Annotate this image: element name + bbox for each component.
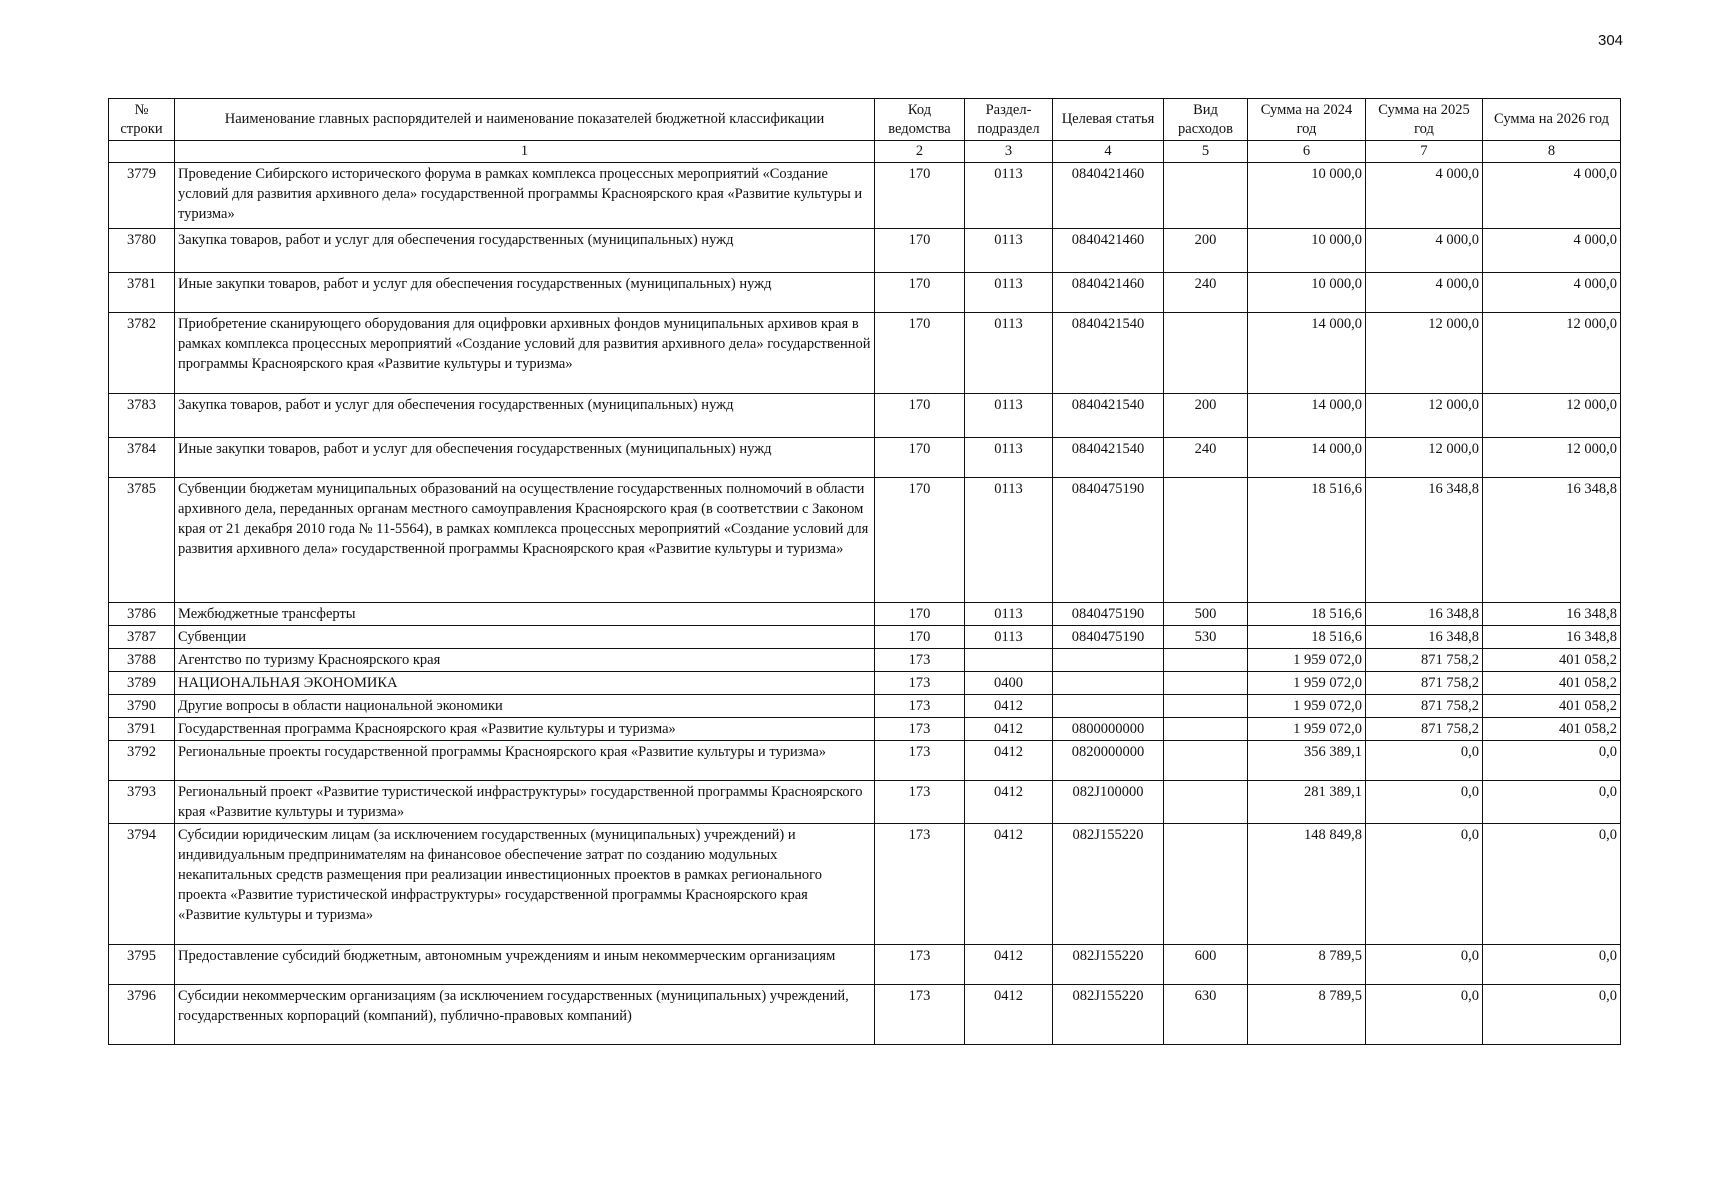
row-number-cell: 3780	[109, 229, 175, 273]
column-number-cell: 4	[1053, 141, 1164, 163]
target-article-cell: 082J155220	[1053, 824, 1164, 945]
section-code-cell: 0113	[965, 163, 1053, 229]
target-article-cell	[1053, 649, 1164, 672]
sum-2026-cell: 0,0	[1483, 781, 1621, 824]
row-number-cell: 3783	[109, 394, 175, 438]
expense-type-cell: 500	[1164, 603, 1248, 626]
column-number-cell: 8	[1483, 141, 1621, 163]
row-number-cell: 3782	[109, 313, 175, 394]
sum-2026-cell: 401 058,2	[1483, 672, 1621, 695]
sum-2026-cell: 0,0	[1483, 741, 1621, 781]
sum-2025-cell: 4 000,0	[1366, 229, 1483, 273]
column-number-cell: 7	[1366, 141, 1483, 163]
sum-2025-cell: 4 000,0	[1366, 273, 1483, 313]
section-code-cell: 0113	[965, 229, 1053, 273]
row-number-cell: 3794	[109, 824, 175, 945]
section-code-cell: 0113	[965, 478, 1053, 603]
sum-2025-cell: 16 348,8	[1366, 603, 1483, 626]
target-article-cell: 082J100000	[1053, 781, 1164, 824]
header-cell: Раздел-подраздел	[965, 99, 1053, 141]
sum-2024-cell: 18 516,6	[1248, 626, 1366, 649]
expense-type-cell	[1164, 478, 1248, 603]
target-article-cell: 0840475190	[1053, 603, 1164, 626]
table-row	[109, 985, 1621, 1045]
row-number-cell: 3784	[109, 438, 175, 478]
name-cell: Агентство по туризму Красноярского края	[175, 649, 875, 672]
header-row	[109, 99, 1621, 141]
name-cell: Закупка товаров, работ и услуг для обеспечения государственных (муниципальных) нужд	[175, 229, 875, 273]
sum-2025-cell: 871 758,2	[1366, 695, 1483, 718]
dept-code-cell: 170	[875, 163, 965, 229]
dept-code-cell: 170	[875, 273, 965, 313]
sum-2025-cell: 12 000,0	[1366, 313, 1483, 394]
expense-type-cell	[1164, 695, 1248, 718]
dept-code-cell: 170	[875, 394, 965, 438]
dept-code-cell: 170	[875, 313, 965, 394]
row-number-cell: 3786	[109, 603, 175, 626]
column-number-cell: 5	[1164, 141, 1248, 163]
sum-2024-cell: 1 959 072,0	[1248, 695, 1366, 718]
name-cell: Проведение Сибирского исторического форума в рамках комплекса процессных мероприятий «Создание условий для развития архивного дела» государственной программы Красноярского края «Развитие культуры и туризма»	[175, 163, 875, 229]
target-article-cell	[1053, 672, 1164, 695]
expense-type-cell	[1164, 163, 1248, 229]
row-number-cell: 3795	[109, 945, 175, 985]
sum-2024-cell: 14 000,0	[1248, 394, 1366, 438]
name-cell: Закупка товаров, работ и услуг для обеспечения государственных (муниципальных) нужд	[175, 394, 875, 438]
section-code-cell: 0412	[965, 824, 1053, 945]
expense-type-cell	[1164, 672, 1248, 695]
column-number-row	[109, 141, 1621, 163]
sum-2024-cell: 10 000,0	[1248, 273, 1366, 313]
header-cell: Сумма на 2025 год	[1366, 99, 1483, 141]
dept-code-cell: 173	[875, 985, 965, 1045]
name-cell: НАЦИОНАЛЬНАЯ ЭКОНОМИКА	[175, 672, 875, 695]
expense-type-cell	[1164, 781, 1248, 824]
name-cell: Предоставление субсидий бюджетным, автономным учреждениям и иным некоммерческим организациям	[175, 945, 875, 985]
column-number-cell	[109, 141, 175, 163]
expense-type-cell: 630	[1164, 985, 1248, 1045]
table-row	[109, 603, 1621, 626]
target-article-cell	[1053, 695, 1164, 718]
dept-code-cell: 173	[875, 649, 965, 672]
sum-2024-cell: 1 959 072,0	[1248, 672, 1366, 695]
target-article-cell: 0840421540	[1053, 394, 1164, 438]
page-number: 304	[1598, 32, 1624, 49]
row-number-cell: 3791	[109, 718, 175, 741]
sum-2026-cell: 0,0	[1483, 985, 1621, 1045]
dept-code-cell: 170	[875, 603, 965, 626]
sum-2024-cell: 1 959 072,0	[1248, 718, 1366, 741]
table-row	[109, 313, 1621, 394]
row-number-cell: 3796	[109, 985, 175, 1045]
target-article-cell: 0840421460	[1053, 163, 1164, 229]
section-code-cell: 0113	[965, 313, 1053, 394]
sum-2025-cell: 0,0	[1366, 824, 1483, 945]
sum-2025-cell: 4 000,0	[1366, 163, 1483, 229]
sum-2025-cell: 871 758,2	[1366, 718, 1483, 741]
row-number-cell: 3779	[109, 163, 175, 229]
dept-code-cell: 170	[875, 438, 965, 478]
table-header	[109, 99, 1621, 163]
expense-type-cell	[1164, 718, 1248, 741]
sum-2025-cell: 871 758,2	[1366, 672, 1483, 695]
expense-type-cell	[1164, 741, 1248, 781]
table-row	[109, 438, 1621, 478]
table-row	[109, 163, 1621, 229]
name-cell: Субсидии некоммерческим организациям (за исключением государственных (муниципальных) учреждений, государственных корпораций (компаний), публично-правовых компаний)	[175, 985, 875, 1045]
expense-type-cell	[1164, 824, 1248, 945]
name-cell: Государственная программа Красноярского края «Развитие культуры и туризма»	[175, 718, 875, 741]
sum-2025-cell: 12 000,0	[1366, 394, 1483, 438]
sum-2024-cell: 14 000,0	[1248, 438, 1366, 478]
name-cell: Региональные проекты государственной программы Красноярского края «Развитие культуры и туризма»	[175, 741, 875, 781]
target-article-cell: 0840421460	[1053, 273, 1164, 313]
name-cell: Иные закупки товаров, работ и услуг для обеспечения государственных (муниципальных) нужд	[175, 438, 875, 478]
sum-2024-cell: 281 389,1	[1248, 781, 1366, 824]
name-cell: Межбюджетные трансферты	[175, 603, 875, 626]
dept-code-cell: 170	[875, 626, 965, 649]
header-cell: № строки	[109, 99, 175, 141]
sum-2025-cell: 0,0	[1366, 741, 1483, 781]
sum-2024-cell: 8 789,5	[1248, 945, 1366, 985]
header-cell: Сумма на 2024 год	[1248, 99, 1366, 141]
row-number-cell: 3785	[109, 478, 175, 603]
expense-type-cell	[1164, 313, 1248, 394]
sum-2025-cell: 0,0	[1366, 781, 1483, 824]
sum-2025-cell: 0,0	[1366, 985, 1483, 1045]
sum-2026-cell: 12 000,0	[1483, 313, 1621, 394]
dept-code-cell: 170	[875, 478, 965, 603]
row-number-cell: 3790	[109, 695, 175, 718]
target-article-cell: 082J155220	[1053, 985, 1164, 1045]
expense-type-cell: 240	[1164, 438, 1248, 478]
sum-2024-cell: 10 000,0	[1248, 229, 1366, 273]
sum-2024-cell: 148 849,8	[1248, 824, 1366, 945]
table-row	[109, 718, 1621, 741]
table-row	[109, 824, 1621, 945]
section-code-cell: 0113	[965, 603, 1053, 626]
sum-2026-cell: 401 058,2	[1483, 718, 1621, 741]
name-cell: Приобретение сканирующего оборудования для оцифровки архивных фондов муниципальных архивов края в рамках комплекса процессных мероприятий «Создание условий для развития архивного дела» государственной программы Красноярского края «Развитие культуры и туризма»	[175, 313, 875, 394]
column-number-cell: 6	[1248, 141, 1366, 163]
header-cell: Вид расходов	[1164, 99, 1248, 141]
target-article-cell: 0820000000	[1053, 741, 1164, 781]
table-row	[109, 394, 1621, 438]
sum-2024-cell: 18 516,6	[1248, 603, 1366, 626]
row-number-cell: 3788	[109, 649, 175, 672]
table-body	[109, 163, 1621, 1045]
sum-2024-cell: 1 959 072,0	[1248, 649, 1366, 672]
expense-type-cell: 600	[1164, 945, 1248, 985]
section-code-cell	[965, 649, 1053, 672]
row-number-cell: 3781	[109, 273, 175, 313]
name-cell: Иные закупки товаров, работ и услуг для обеспечения государственных (муниципальных) нужд	[175, 273, 875, 313]
header-cell: Целевая статья	[1053, 99, 1164, 141]
row-number-cell: 3787	[109, 626, 175, 649]
target-article-cell: 082J155220	[1053, 945, 1164, 985]
sum-2025-cell: 871 758,2	[1366, 649, 1483, 672]
sum-2024-cell: 14 000,0	[1248, 313, 1366, 394]
section-code-cell: 0412	[965, 985, 1053, 1045]
sum-2026-cell: 4 000,0	[1483, 273, 1621, 313]
dept-code-cell: 173	[875, 718, 965, 741]
section-code-cell: 0412	[965, 741, 1053, 781]
row-number-cell: 3792	[109, 741, 175, 781]
dept-code-cell: 173	[875, 695, 965, 718]
sum-2024-cell: 18 516,6	[1248, 478, 1366, 603]
sum-2025-cell: 12 000,0	[1366, 438, 1483, 478]
table-row	[109, 672, 1621, 695]
target-article-cell: 0840421540	[1053, 438, 1164, 478]
header-cell: Сумма на 2026 год	[1483, 99, 1621, 141]
section-code-cell: 0412	[965, 781, 1053, 824]
table-row	[109, 695, 1621, 718]
sum-2026-cell: 4 000,0	[1483, 163, 1621, 229]
name-cell: Другие вопросы в области национальной экономики	[175, 695, 875, 718]
sum-2024-cell: 10 000,0	[1248, 163, 1366, 229]
expense-type-cell	[1164, 649, 1248, 672]
sum-2026-cell: 401 058,2	[1483, 695, 1621, 718]
table-row	[109, 626, 1621, 649]
name-cell: Субвенции бюджетам муниципальных образований на осуществление государственных полномочий в области архивного дела, переданных органам местного самоуправления Красноярского края (в соответствии с Законом края от 21 декабря 2010 года № 11-5564), в рамках комплекса процессных мероприятий «Создание условий для развития архивного дела» государственной программы Красноярского края «Развитие культуры и туризма»	[175, 478, 875, 603]
section-code-cell: 0113	[965, 438, 1053, 478]
dept-code-cell: 173	[875, 672, 965, 695]
name-cell: Региональный проект «Развитие туристической инфраструктуры» государственной программы Красноярского края «Развитие культуры и туризма»	[175, 781, 875, 824]
dept-code-cell: 173	[875, 945, 965, 985]
sum-2026-cell: 16 348,8	[1483, 626, 1621, 649]
expense-type-cell: 530	[1164, 626, 1248, 649]
sum-2025-cell: 16 348,8	[1366, 626, 1483, 649]
budget-table	[108, 98, 1621, 1045]
target-article-cell: 0840475190	[1053, 626, 1164, 649]
name-cell: Субсидии юридическим лицам (за исключением государственных (муниципальных) учреждений) и индивидуальным предпринимателям на финансовое обеспечение затрат по созданию модульных некапитальных средств размещения при реализации инвестиционных проектов в рамках регионального проекта «Развитие туристической инфраструктуры» государственной программы Красноярского края «Развитие культуры и туризма»	[175, 824, 875, 945]
dept-code-cell: 173	[875, 781, 965, 824]
header-cell: Наименование главных распорядителей и наименование показателей бюджетной классификации	[175, 99, 875, 141]
row-number-cell: 3793	[109, 781, 175, 824]
column-number-cell: 2	[875, 141, 965, 163]
table-row	[109, 229, 1621, 273]
expense-type-cell: 200	[1164, 229, 1248, 273]
table-row	[109, 741, 1621, 781]
name-cell: Субвенции	[175, 626, 875, 649]
target-article-cell: 0840421540	[1053, 313, 1164, 394]
sum-2026-cell: 0,0	[1483, 945, 1621, 985]
sum-2026-cell: 12 000,0	[1483, 438, 1621, 478]
sum-2025-cell: 0,0	[1366, 945, 1483, 985]
sum-2026-cell: 4 000,0	[1483, 229, 1621, 273]
table-row	[109, 781, 1621, 824]
sum-2026-cell: 401 058,2	[1483, 649, 1621, 672]
sum-2026-cell: 16 348,8	[1483, 478, 1621, 603]
sum-2024-cell: 356 389,1	[1248, 741, 1366, 781]
section-code-cell: 0412	[965, 695, 1053, 718]
table-row	[109, 649, 1621, 672]
sum-2026-cell: 0,0	[1483, 824, 1621, 945]
column-number-cell: 1	[175, 141, 875, 163]
section-code-cell: 0412	[965, 945, 1053, 985]
table-row	[109, 945, 1621, 985]
expense-type-cell: 200	[1164, 394, 1248, 438]
expense-type-cell: 240	[1164, 273, 1248, 313]
table-row	[109, 273, 1621, 313]
dept-code-cell: 173	[875, 741, 965, 781]
target-article-cell: 0840421460	[1053, 229, 1164, 273]
section-code-cell: 0412	[965, 718, 1053, 741]
header-cell: Код ведомства	[875, 99, 965, 141]
dept-code-cell: 170	[875, 229, 965, 273]
column-number-cell: 3	[965, 141, 1053, 163]
sum-2025-cell: 16 348,8	[1366, 478, 1483, 603]
target-article-cell: 0840475190	[1053, 478, 1164, 603]
row-number-cell: 3789	[109, 672, 175, 695]
section-code-cell: 0113	[965, 626, 1053, 649]
sum-2026-cell: 16 348,8	[1483, 603, 1621, 626]
target-article-cell: 0800000000	[1053, 718, 1164, 741]
section-code-cell: 0400	[965, 672, 1053, 695]
sum-2026-cell: 12 000,0	[1483, 394, 1621, 438]
section-code-cell: 0113	[965, 273, 1053, 313]
sum-2024-cell: 8 789,5	[1248, 985, 1366, 1045]
dept-code-cell: 173	[875, 824, 965, 945]
section-code-cell: 0113	[965, 394, 1053, 438]
table-row	[109, 478, 1621, 603]
